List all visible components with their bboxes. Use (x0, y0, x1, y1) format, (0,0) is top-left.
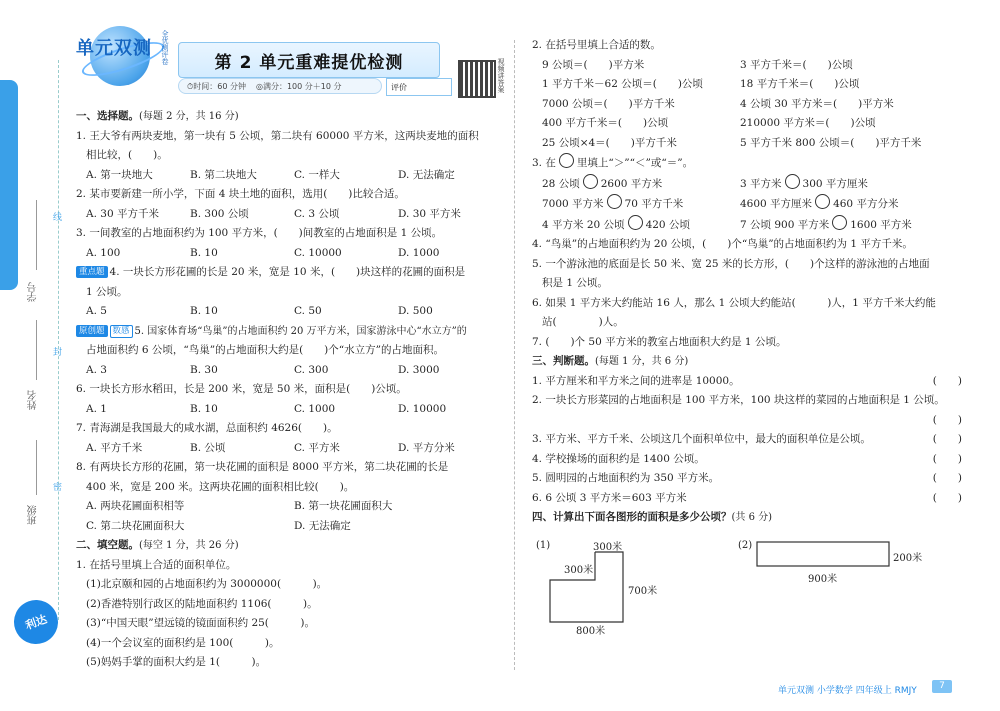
qr-label: 视频讲答案 (497, 58, 505, 93)
option-a[interactable]: A. 1 (86, 402, 107, 415)
judge-row (532, 450, 962, 470)
q2-2-row (532, 95, 962, 115)
right-value: 2600 平方米 (600, 177, 663, 190)
judge-row (532, 469, 962, 489)
judge-text: 4. 学校操场的面积约是 1400 公顷。 (532, 452, 705, 465)
section1-title: 一、选择题。 (76, 110, 139, 122)
judge-answer-box[interactable]: ( ) (932, 452, 962, 465)
q2-2-row (532, 56, 962, 76)
fill-item[interactable]: 9 公顷＝( )平方米 (542, 58, 645, 71)
q2-1-item-4[interactable]: (4)一个会议室的面积约是 100( )。 (86, 636, 280, 649)
option-c[interactable]: C. 1000 (294, 402, 336, 415)
figure1-bottom-length: 800米 (576, 626, 606, 637)
option-b[interactable]: B. 10 (190, 402, 218, 415)
compare-circle[interactable] (815, 194, 830, 209)
brand-name: 单元双测 (76, 38, 152, 59)
option-b[interactable]: B. 30 (190, 363, 218, 376)
right-value: 420 公顷 (645, 218, 690, 231)
option-c[interactable]: C. 平方米 (294, 441, 340, 454)
section4-title: 四、计算出下面各图形的面积是多少公顷？ (532, 511, 732, 523)
q2-1-item-2[interactable]: (2)香港特别行政区的陆地面积约 1106( )。 (86, 597, 318, 610)
option-a[interactable]: A. 3 (86, 363, 107, 376)
q1-1-line1: 1. 王大爷有两块麦地，第一块有 5 公顷，第二块有 60000 平方米，这两块麦地的面积 (76, 129, 479, 142)
judge-text: 1. 平方厘米和平方米之间的进率是 10000。 (532, 374, 740, 387)
q2-7-text: 7. ( )个 50 平方米的教室占地面积大约是 1 公顷。 (532, 335, 787, 348)
judge-row: 2. 一块长方形菜园的占地面积是 100 平方米，100 块这样的菜园的占地面积是 1 公顷。 (532, 394, 945, 406)
qr-code-icon[interactable] (458, 60, 496, 98)
q1-1-line2: 相比较，( )。 (86, 149, 168, 161)
q1-1-options (76, 166, 506, 186)
compare-circle[interactable] (832, 215, 847, 230)
option-b[interactable]: B. 第一块花圃面积大 (294, 500, 393, 512)
left-value: 7 公顷 900 平方米 (740, 218, 830, 231)
q2-1-item-3[interactable]: (3)“中国天眼”望远镜的镜面面积约 25( )。 (86, 617, 315, 629)
q2-1-item-1[interactable]: (1)北京颐和园的占地面积约为 3000000( )。 (86, 578, 328, 590)
option-c[interactable]: C. 50 (294, 305, 322, 317)
column-divider (514, 40, 515, 670)
figure1-right-length: 700米 (628, 586, 658, 597)
q1-4-text: 4. 一块长方形花圃的长是 20 米，宽是 10 米，( )块这样的花圃的面积是 (109, 266, 466, 278)
option-d[interactable]: D. 30 平方米 (398, 207, 461, 220)
option-c[interactable]: C. 第二块花圃面积大 (86, 519, 185, 532)
option-b[interactable]: B. 10 (190, 246, 218, 259)
fill-item[interactable]: 210000 平方米＝( )公顷 (740, 117, 876, 129)
id-label: 学号 (28, 282, 39, 302)
fill-item[interactable]: 3 平方千米＝( )公顷 (740, 58, 853, 71)
q2-1-text: 1. 在括号里填上合适的面积单位。 (76, 558, 237, 571)
right-column (532, 36, 962, 528)
compare-circle[interactable] (785, 174, 800, 189)
q1-6-options (76, 400, 506, 420)
page-number: 7 (932, 680, 952, 693)
exam-info-bar (178, 78, 382, 94)
name-line (36, 320, 37, 380)
option-d[interactable]: D. 1000 (398, 246, 440, 259)
q2-3-post: 里填上“＞”“＜”或“＝”。 (576, 157, 694, 169)
q1-8-line1: 8. 有两块长方形的花圃，第一块花圃的面积是 8000 平方米，第二块花圃的长是 (76, 461, 449, 473)
q1-5-line1 (76, 322, 506, 342)
compare-item (542, 194, 740, 215)
q1-5-text: 5. 国家体育场“鸟巢”的占地面积约 20 万平方米，国家游泳中心“水立方”的 (134, 325, 467, 337)
right-value: 70 平方千米 (624, 198, 684, 210)
q1-7-text: 7. 青海湖是我国最大的咸水湖，总面积约 4626( )。 (76, 422, 338, 434)
publisher-logo: 利达 (8, 594, 64, 650)
compare-circle[interactable] (628, 215, 643, 230)
figure2-label: (2) (738, 540, 753, 551)
q2-3-row (532, 174, 962, 195)
option-b[interactable]: B. 第二块地大 (190, 168, 257, 181)
compare-circle[interactable] (607, 194, 622, 209)
q1-7-options (76, 439, 506, 459)
section3-note: (每题 1 分，共 6 分) (595, 356, 689, 367)
option-a[interactable]: A. 两块花圃面积相等 (86, 500, 185, 512)
left-value: 4600 平方厘米 (740, 198, 813, 210)
q2-3-row (532, 215, 962, 236)
q1-4-line2: 1 公顷。 (86, 285, 128, 298)
number-sense-tag: 数感 (110, 325, 133, 338)
cut-mark-secret: 密 (53, 483, 63, 493)
left-value: 4 平方米 20 公顷 (542, 218, 625, 231)
q1-6-text: 6. 一块长方形水稻田，长是 200 米，宽是 50 米，面积是( )公顷。 (76, 383, 407, 395)
fill-item[interactable]: 5 平方千米 800 公顷＝( )平方千米 (740, 136, 922, 149)
compare-item (542, 215, 740, 236)
option-d[interactable]: D. 500 (398, 305, 433, 317)
fill-item[interactable]: 4 公顷 30 平方米＝( )平方米 (740, 97, 894, 110)
option-a[interactable]: A. 第一块地大 (86, 168, 153, 181)
q2-3-text (532, 153, 962, 174)
class-line (36, 440, 37, 495)
q1-2-options (76, 205, 506, 225)
q2-4-text: 4. “鸟巢”的占地面积约为 20 公顷，( )个“鸟巢”的占地面积约为 1 平方千米。 (532, 238, 913, 250)
fill-item[interactable]: 18 平方千米＝( )公顷 (740, 78, 860, 90)
cut-mark-seal: 封 (53, 348, 63, 358)
judge-answer-box[interactable]: ( ) (932, 472, 962, 484)
page-title: 第 2 单元重难提优检测 (178, 42, 440, 78)
section2-title: 二、填空题。 (76, 539, 139, 551)
compare-circle[interactable] (583, 174, 598, 189)
option-b[interactable]: B. 300 公顷 (190, 207, 249, 220)
section1-note: (每题 2 分，共 16 分) (139, 111, 239, 122)
figure2-bottom-length: 900米 (808, 574, 838, 585)
fill-item[interactable]: 1 平方千米－62 公顷＝( )公顷 (542, 78, 703, 90)
right-value: 460 平方分米 (833, 198, 899, 210)
option-b[interactable]: B. 10 (190, 305, 218, 317)
q2-6-line1: 6. 如果 1 平方米大约能站 16 人，那么 1 公顷大约能站( )人，1 平方千米大约能 (532, 296, 936, 309)
option-c[interactable]: C. 10000 (294, 246, 342, 259)
option-d[interactable]: D. 10000 (398, 402, 447, 415)
circle-icon (559, 153, 574, 168)
q2-2-row (532, 114, 962, 134)
left-value: 7000 平方米 (542, 198, 604, 210)
judge-answer-box[interactable]: ( ) (932, 433, 962, 445)
fill-item[interactable]: 25 公顷×4＝( )平方千米 (542, 136, 677, 149)
q2-6-line2: 站( )人。 (542, 316, 624, 328)
option-a[interactable]: A. 平方千米 (86, 441, 143, 454)
section4-note: (共 6 分) (731, 512, 773, 523)
q1-3-options (76, 244, 506, 264)
figure1-top-length: 300米 (593, 542, 623, 553)
q2-5-line2: 积是 1 公顷。 (542, 277, 608, 289)
fill-item[interactable]: 7000 公顷＝( )平方千米 (542, 97, 675, 110)
q1-8-options-ab (76, 497, 506, 517)
option-d[interactable]: D. 无法确定 (398, 168, 455, 181)
option-a[interactable]: A. 100 (86, 246, 121, 259)
option-d[interactable]: D. 平方分米 (398, 441, 455, 454)
compare-item (740, 215, 912, 236)
q2-3-pre: 3. 在 (532, 157, 556, 169)
judge-text: 3. 平方米、平方千米、公顷这几个面积单位中，最大的面积单位是公顷。 (532, 433, 871, 445)
spine-tab (0, 80, 18, 290)
fill-item[interactable]: 400 平方千米＝( )公顷 (542, 117, 669, 129)
judge-answer-box[interactable]: ( ) (932, 491, 962, 504)
option-a[interactable]: A. 5 (86, 305, 107, 317)
compare-item (542, 174, 740, 195)
section2-note: (每空 1 分，共 26 分) (139, 540, 239, 551)
left-column (76, 107, 506, 673)
q1-8-options-cd (76, 517, 506, 537)
option-c[interactable]: C. 3 公顷 (294, 207, 340, 220)
q1-8-line2: 400 米，宽是 200 米。这两块花圃的面积相比较( )。 (86, 480, 355, 493)
left-value: 3 平方米 (740, 177, 782, 190)
q2-5-line1: 5. 一个游泳池的底面是长 50 米、宽 25 米的长方形，( )个这样的游泳池的占地面 (532, 257, 930, 270)
q1-2-text: 2. 某市要新建一所小学，下面 4 块土地的面积，选用( )比较合适。 (76, 188, 405, 200)
name-label: 姓名 (28, 390, 39, 410)
figure2-right-length: 200米 (893, 553, 923, 564)
class-label: 班级 (28, 505, 39, 525)
q1-4-options (76, 302, 506, 322)
q2-2-row (532, 75, 962, 95)
score-box: 评价 (386, 78, 452, 96)
cut-line (58, 60, 59, 620)
option-b[interactable]: B. 公顷 (190, 441, 226, 454)
option-c[interactable]: C. 一样大 (294, 168, 340, 181)
figure2-rectangle (755, 540, 895, 570)
q1-5-options (76, 361, 506, 381)
full-score-info: ◎满分：100 分＋10 分 (255, 81, 342, 91)
id-line (36, 200, 37, 270)
q1-3-text: 3. 一间教室的占地面积约为 100 平方米，( )间教室的占地面积是 1 公顷。 (76, 227, 443, 239)
figure2-outline (757, 542, 889, 566)
judge-answer-box[interactable]: ( ) (932, 413, 962, 426)
right-value: 1600 平方米 (850, 218, 912, 231)
judge-text: 5. 圆明园的占地面积约为 350 平方米。 (532, 472, 720, 484)
judge-answer-box[interactable]: ( ) (932, 374, 962, 387)
q2-3-row (532, 194, 962, 215)
judge-row (532, 430, 962, 450)
original-question-tag: 原创题 (76, 325, 108, 337)
figure1-label: (1) (536, 540, 551, 551)
option-c[interactable]: C. 300 (294, 363, 329, 376)
section3-title: 三、判断题。 (532, 355, 595, 367)
key-question-tag: 重点题 (76, 266, 108, 278)
option-d[interactable]: D. 3000 (398, 363, 440, 376)
left-value: 28 公顷 (542, 177, 580, 190)
q2-2-row (532, 134, 962, 154)
compare-item (740, 174, 868, 195)
time-info: ⏱时间：60 分钟 (187, 81, 246, 91)
binding-strip (0, 0, 68, 711)
right-value: 300 平方厘米 (802, 177, 868, 190)
option-d[interactable]: D. 无法确定 (294, 519, 351, 532)
judge-row (532, 489, 962, 509)
q1-4-line1 (76, 263, 506, 283)
compare-item (740, 194, 898, 215)
q1-5-line2: 占地面积约 6 公顷，“鸟巢”的占地面积大约是( )个“水立方”的占地面积。 (86, 344, 445, 356)
option-a[interactable]: A. 30 平方千米 (86, 207, 159, 220)
brand-subtitle: 全优测评卷 (161, 30, 169, 65)
footer-text: 单元双测 小学数学 四年级上 RMJY (778, 686, 917, 696)
q2-2-text: 2. 在括号里填上合适的数。 (532, 39, 661, 51)
cut-mark-line: 线 (53, 213, 63, 223)
judge-text: 6. 6 公顷 3 平方米＝603 平方米 (532, 491, 687, 504)
q2-1-item-5[interactable]: (5)妈妈手掌的面积大约是 1( )。 (86, 656, 267, 668)
figure1-inner-length: 300米 (564, 565, 594, 576)
judge-row (532, 372, 962, 392)
